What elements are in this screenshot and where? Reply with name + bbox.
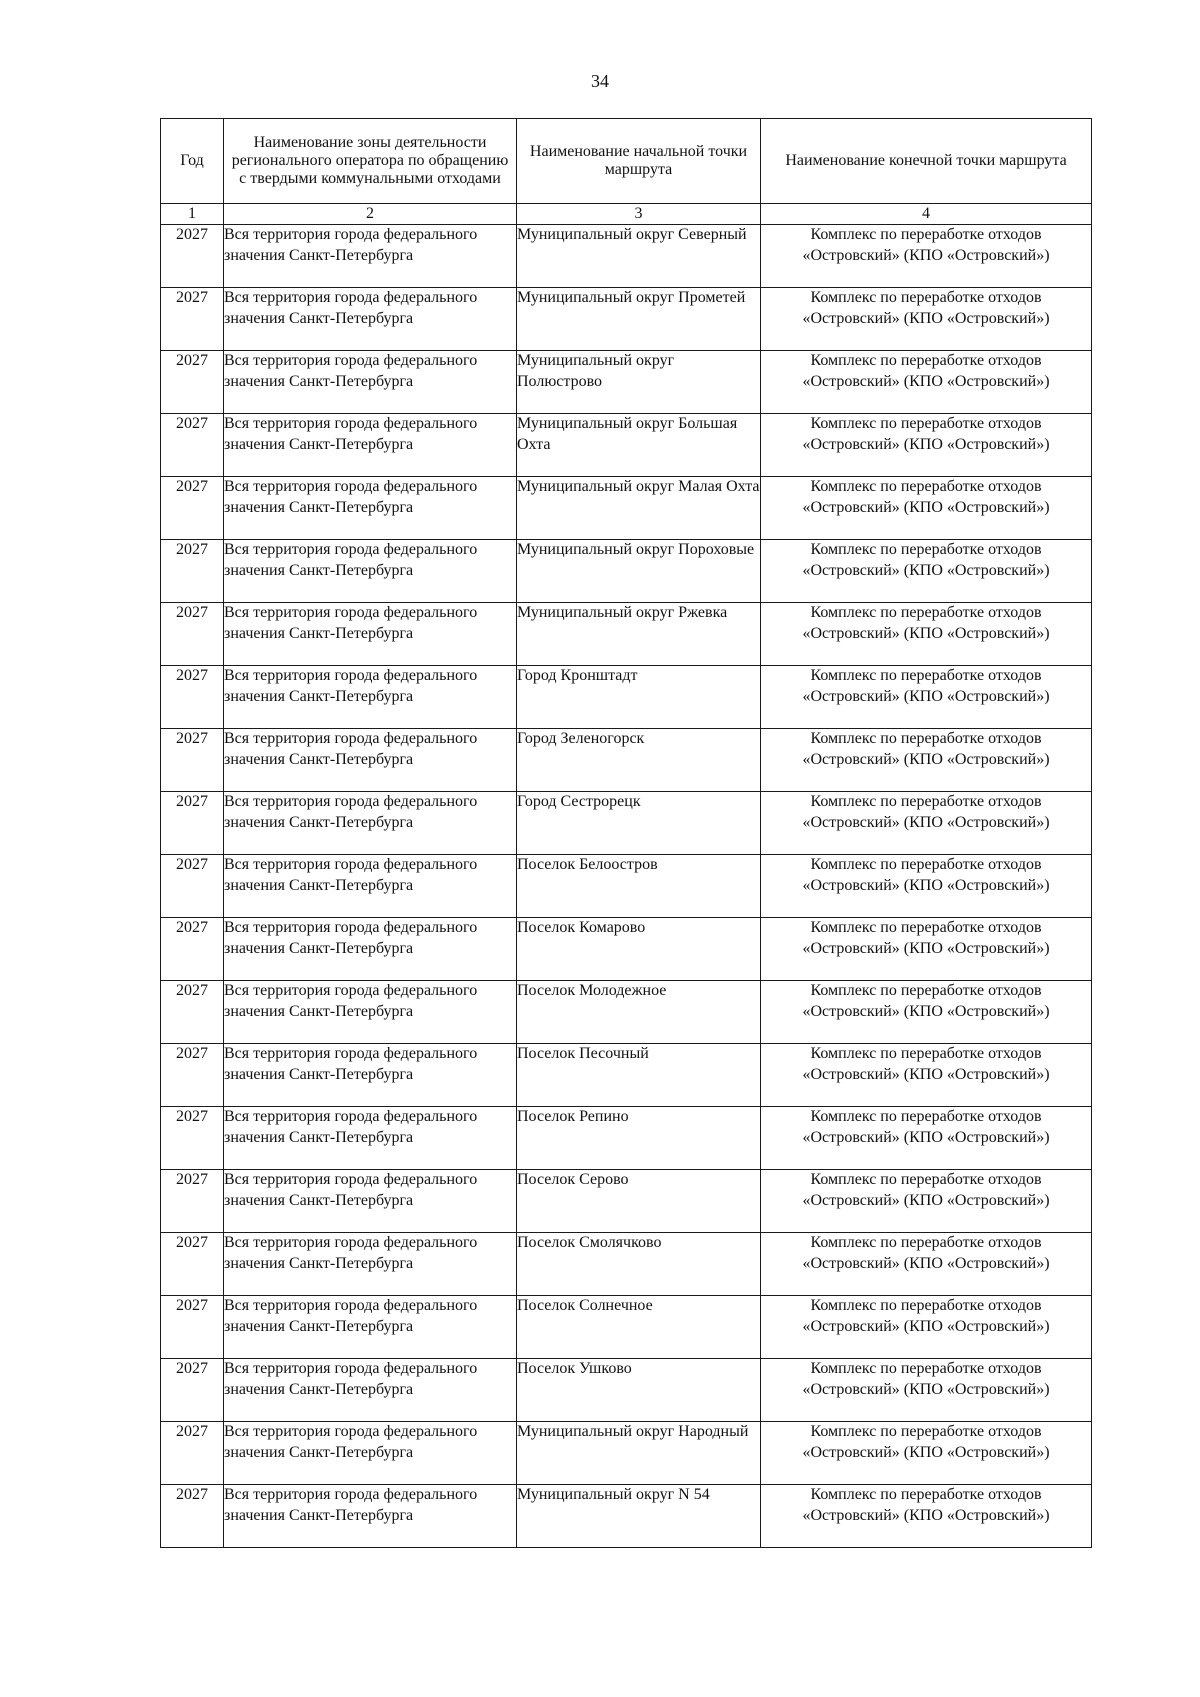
table-row xyxy=(161,1044,1092,1107)
cell-start-point: Город Зеленогорск xyxy=(517,729,761,792)
cell-start-point: Поселок Ушково xyxy=(517,1359,761,1422)
table-row xyxy=(161,1422,1092,1485)
cell-year: 2027 xyxy=(161,1296,224,1359)
cell-year: 2027 xyxy=(161,981,224,1044)
cell-end-point: Комплекс по переработке отходов «Островский» (КПО «Островский») xyxy=(761,288,1092,351)
cell-end-point: Комплекс по переработке отходов «Островский» (КПО «Островский») xyxy=(761,918,1092,981)
cell-end-point: Комплекс по переработке отходов «Островский» (КПО «Островский») xyxy=(761,477,1092,540)
column-number: 3 xyxy=(517,204,761,225)
cell-start-point: Город Сестрорецк xyxy=(517,792,761,855)
table-row xyxy=(161,729,1092,792)
cell-year: 2027 xyxy=(161,1485,224,1548)
cell-start-point: Поселок Белоостров xyxy=(517,855,761,918)
cell-start-point: Поселок Серово xyxy=(517,1170,761,1233)
cell-end-point: Комплекс по переработке отходов «Островский» (КПО «Островский») xyxy=(761,1044,1092,1107)
table-row xyxy=(161,351,1092,414)
table-header-row xyxy=(161,119,1092,204)
cell-year: 2027 xyxy=(161,603,224,666)
cell-year: 2027 xyxy=(161,1233,224,1296)
cell-year: 2027 xyxy=(161,1044,224,1107)
cell-start-point: Город Кронштадт xyxy=(517,666,761,729)
cell-year: 2027 xyxy=(161,414,224,477)
table-row xyxy=(161,1359,1092,1422)
cell-zone: Вся территория города федерального значения Санкт-Петербурга xyxy=(224,288,517,351)
column-number-row xyxy=(161,204,1092,225)
cell-zone: Вся территория города федерального значения Санкт-Петербурга xyxy=(224,792,517,855)
cell-year: 2027 xyxy=(161,1170,224,1233)
route-table xyxy=(160,118,1092,1548)
table-body xyxy=(161,225,1092,1548)
cell-zone: Вся территория города федерального значения Санкт-Петербурга xyxy=(224,1233,517,1296)
column-number: 2 xyxy=(224,204,517,225)
cell-end-point: Комплекс по переработке отходов «Островский» (КПО «Островский») xyxy=(761,540,1092,603)
table-row xyxy=(161,477,1092,540)
cell-end-point: Комплекс по переработке отходов «Островский» (КПО «Островский») xyxy=(761,351,1092,414)
cell-start-point: Поселок Комарово xyxy=(517,918,761,981)
cell-year: 2027 xyxy=(161,855,224,918)
cell-year: 2027 xyxy=(161,1359,224,1422)
cell-start-point: Муниципальный округ N 54 xyxy=(517,1485,761,1548)
cell-zone: Вся территория города федерального значения Санкт-Петербурга xyxy=(224,1422,517,1485)
cell-zone: Вся территория города федерального значения Санкт-Петербурга xyxy=(224,1485,517,1548)
cell-end-point: Комплекс по переработке отходов «Островский» (КПО «Островский») xyxy=(761,1233,1092,1296)
table-row xyxy=(161,1296,1092,1359)
cell-end-point: Комплекс по переработке отходов «Островский» (КПО «Островский») xyxy=(761,855,1092,918)
header-zone: Наименование зоны деятельности регионального оператора по обращению с твердыми коммунальными отходами xyxy=(224,119,517,204)
table-row xyxy=(161,1170,1092,1233)
cell-start-point: Муниципальный округ Пороховые xyxy=(517,540,761,603)
cell-end-point: Комплекс по переработке отходов «Островский» (КПО «Островский») xyxy=(761,981,1092,1044)
table-row xyxy=(161,855,1092,918)
cell-end-point: Комплекс по переработке отходов «Островский» (КПО «Островский») xyxy=(761,1422,1092,1485)
cell-start-point: Муниципальный округ Большая Охта xyxy=(517,414,761,477)
cell-year: 2027 xyxy=(161,1107,224,1170)
cell-year: 2027 xyxy=(161,918,224,981)
page-number: 34 xyxy=(591,71,609,91)
cell-end-point: Комплекс по переработке отходов «Островский» (КПО «Островский») xyxy=(761,1296,1092,1359)
table-row xyxy=(161,918,1092,981)
cell-start-point: Муниципальный округ Северный xyxy=(517,225,761,288)
cell-end-point: Комплекс по переработке отходов «Островский» (КПО «Островский») xyxy=(761,225,1092,288)
cell-zone: Вся территория города федерального значения Санкт-Петербурга xyxy=(224,1044,517,1107)
table-row xyxy=(161,792,1092,855)
header-year: Год xyxy=(161,119,224,204)
cell-start-point: Муниципальный округ Прометей xyxy=(517,288,761,351)
cell-end-point: Комплекс по переработке отходов «Островский» (КПО «Островский») xyxy=(761,603,1092,666)
cell-start-point: Поселок Молодежное xyxy=(517,981,761,1044)
cell-end-point: Комплекс по переработке отходов «Островский» (КПО «Островский») xyxy=(761,1359,1092,1422)
cell-end-point: Комплекс по переработке отходов «Островский» (КПО «Островский») xyxy=(761,414,1092,477)
cell-zone: Вся территория города федерального значения Санкт-Петербурга xyxy=(224,855,517,918)
cell-end-point: Комплекс по переработке отходов «Островский» (КПО «Островский») xyxy=(761,729,1092,792)
table-row xyxy=(161,225,1092,288)
header-start-point: Наименование начальной точки маршрута xyxy=(517,119,761,204)
cell-zone: Вся территория города федерального значения Санкт-Петербурга xyxy=(224,603,517,666)
cell-year: 2027 xyxy=(161,477,224,540)
cell-year: 2027 xyxy=(161,1422,224,1485)
cell-zone: Вся территория города федерального значения Санкт-Петербурга xyxy=(224,477,517,540)
cell-end-point: Комплекс по переработке отходов «Островский» (КПО «Островский») xyxy=(761,1170,1092,1233)
cell-year: 2027 xyxy=(161,666,224,729)
table-row xyxy=(161,666,1092,729)
cell-end-point: Комплекс по переработке отходов «Островский» (КПО «Островский») xyxy=(761,666,1092,729)
column-number: 1 xyxy=(161,204,224,225)
table-row xyxy=(161,1233,1092,1296)
cell-zone: Вся территория города федерального значения Санкт-Петербурга xyxy=(224,1107,517,1170)
cell-zone: Вся территория города федерального значения Санкт-Петербурга xyxy=(224,666,517,729)
cell-year: 2027 xyxy=(161,225,224,288)
cell-year: 2027 xyxy=(161,792,224,855)
cell-zone: Вся территория города федерального значения Санкт-Петербурга xyxy=(224,918,517,981)
cell-start-point: Поселок Смолячково xyxy=(517,1233,761,1296)
cell-start-point: Поселок Солнечное xyxy=(517,1296,761,1359)
table-row xyxy=(161,1107,1092,1170)
cell-zone: Вся территория города федерального значения Санкт-Петербурга xyxy=(224,540,517,603)
table-row xyxy=(161,981,1092,1044)
column-number: 4 xyxy=(761,204,1092,225)
cell-zone: Вся территория города федерального значения Санкт-Петербурга xyxy=(224,414,517,477)
header-end-point: Наименование конечной точки маршрута xyxy=(761,119,1092,204)
cell-start-point: Муниципальный округ Малая Охта xyxy=(517,477,761,540)
cell-zone: Вся территория города федерального значения Санкт-Петербурга xyxy=(224,1359,517,1422)
table-row xyxy=(161,288,1092,351)
cell-start-point: Поселок Песочный xyxy=(517,1044,761,1107)
cell-year: 2027 xyxy=(161,351,224,414)
cell-zone: Вся территория города федерального значения Санкт-Петербурга xyxy=(224,981,517,1044)
cell-zone: Вся территория города федерального значения Санкт-Петербурга xyxy=(224,1170,517,1233)
cell-end-point: Комплекс по переработке отходов «Островский» (КПО «Островский») xyxy=(761,792,1092,855)
cell-start-point: Муниципальный округ Ржевка xyxy=(517,603,761,666)
cell-zone: Вся территория города федерального значения Санкт-Петербурга xyxy=(224,1296,517,1359)
table-row xyxy=(161,540,1092,603)
cell-start-point: Муниципальный округ Полюстрово xyxy=(517,351,761,414)
cell-year: 2027 xyxy=(161,540,224,603)
cell-zone: Вся территория города федерального значения Санкт-Петербурга xyxy=(224,351,517,414)
table-row xyxy=(161,1485,1092,1548)
cell-zone: Вся территория города федерального значения Санкт-Петербурга xyxy=(224,225,517,288)
table-row xyxy=(161,414,1092,477)
cell-start-point: Муниципальный округ Народный xyxy=(517,1422,761,1485)
cell-end-point: Комплекс по переработке отходов «Островский» (КПО «Островский») xyxy=(761,1107,1092,1170)
cell-end-point: Комплекс по переработке отходов «Островский» (КПО «Островский») xyxy=(761,1485,1092,1548)
cell-year: 2027 xyxy=(161,288,224,351)
cell-zone: Вся территория города федерального значения Санкт-Петербурга xyxy=(224,729,517,792)
cell-year: 2027 xyxy=(161,729,224,792)
table-row xyxy=(161,603,1092,666)
cell-start-point: Поселок Репино xyxy=(517,1107,761,1170)
